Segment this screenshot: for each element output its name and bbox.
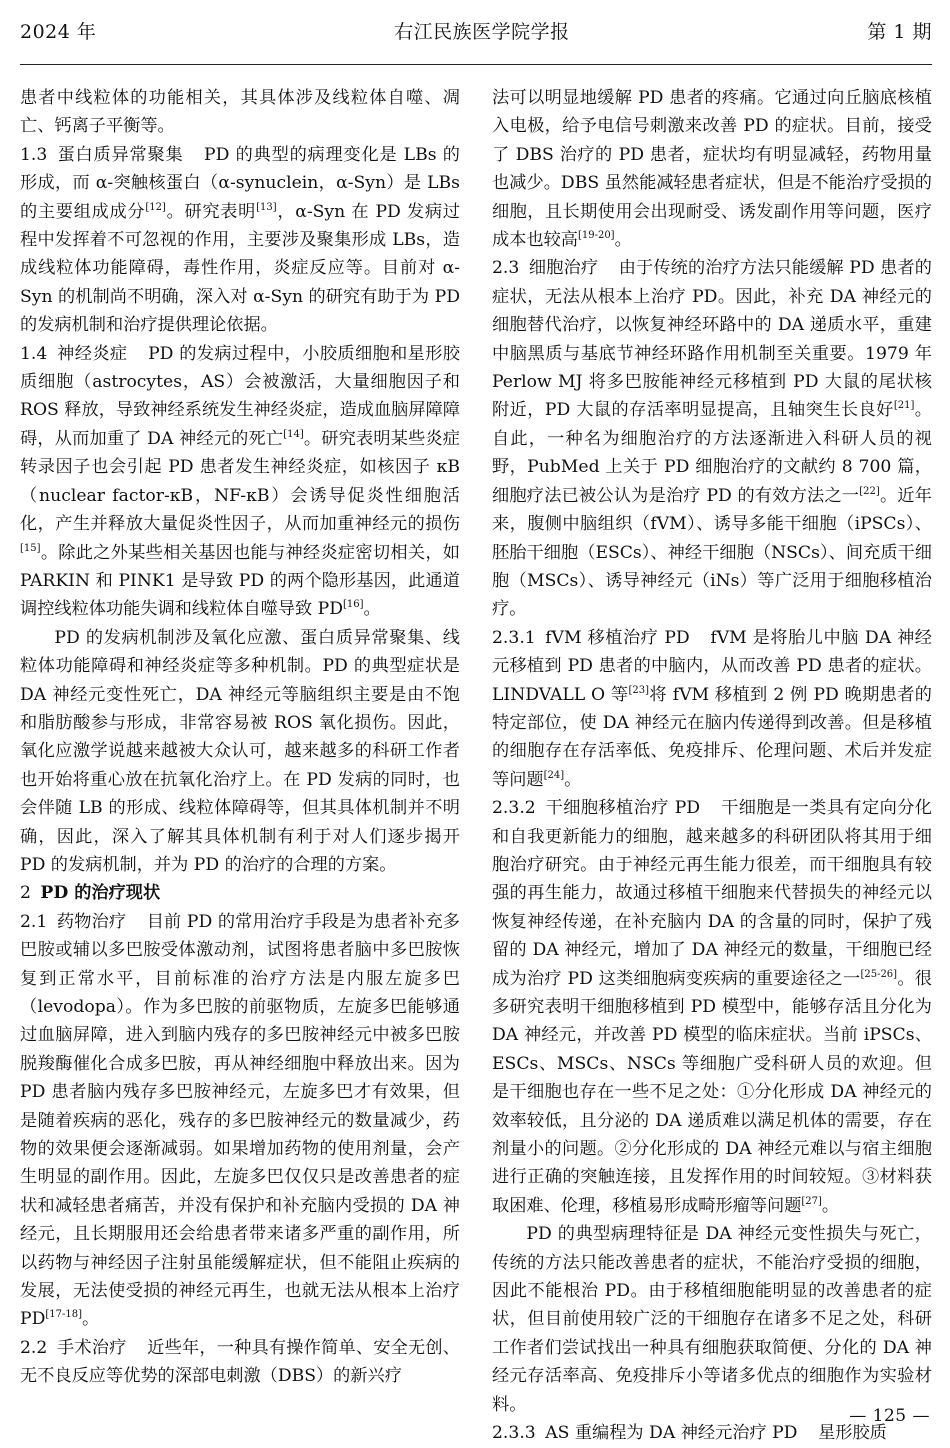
section-title: 手术治疗 [56, 1337, 127, 1358]
body-text: 由于传统的治疗方法只能缓解 PD 患者的症状，无法从根本上治疗 PD。因此，补充 DA 神经元的细胞替代治疗，以恢复神经环路中的 DA 递质水平，重建中脑黑质与基底节神经环路作用机制至关重要。1979 年 Perlow MJ 将多巴胺能神经元移植到 PD 大鼠的尾状核附近，PD 大鼠的存活率明显提高，且轴突生长良好 [492, 258, 932, 421]
body-text: 。研究表明 [165, 201, 257, 222]
section-title: 蛋白质异常聚集 [56, 144, 184, 165]
citation: [14] [283, 428, 304, 440]
body-text: 。研究表明某些炎症转录因子也会引起 PD 患者发生神经炎症，如核因子 κB（nuclear factor-κB，NF-κB）会诱导促炎性细胞活化，产生并释放大量促炎性因子，从而加重神经元的损伤 [20, 428, 460, 535]
body-text: ，α-Syn 在 PD 发病过程中发挥着不可忽视的作用，主要涉及聚集形成 LBs，造成线粒体功能障碍，毒性作用，炎症反应等。目前对 α-Syn 的机制尚不明确，深入对 α-Syn 的研究有助于为 PD 的发病机制和治疗提供理论依据。 [20, 201, 460, 336]
section-2-3-2 [492, 794, 932, 1220]
section-number: 2.3.3 [492, 1423, 536, 1444]
section-title: 药物治疗 [56, 911, 127, 932]
body-text: 近些年，一种具有操作简单、安全无创、无不良反应等优势的深部电刺激（DBS）的新兴疗 [20, 1337, 460, 1387]
paragraph-cell-therapy-summary: PD 的典型病理特征是 DA 神经元变性损失与死亡，传统的方法只能改善患者的症状，不能治疗受损的细胞，因此不能根治 PD。由于移植细胞能明显的改善患者的症状，但目前使用较广泛的干细胞存在诸多不足之处，科研工作者们尝试找出一种具有细胞获取简便、分化的 DA 神经元存活率高、免疫排斥小等诸多优点的细胞作为实验材料。 [492, 1224, 932, 1415]
section-title: 细胞治疗 [528, 258, 599, 279]
section-number: 1.4 [20, 343, 48, 364]
body-text: 。 [821, 1195, 840, 1216]
paragraph-dbs-continued [492, 84, 932, 254]
body-text: 。 [363, 599, 381, 620]
paragraph-mechanism-summary: PD 的发病机制涉及氧化应激、蛋白质异常聚集、线粒体功能障碍和神经炎症等多种机制。PD 的典型症状是 DA 神经元变性死亡，DA 神经元等脑组织主要是由不饱和脂肪酸参与形成，非常容易被 ROS 氧化损伤。因此，氧化应激学说越来越被大众认可，越来越多的科研工作者也开始将重心放在抗氧化治疗上。在 PD 发病的同时，也会伴随 LB 的形成、线粒体障碍等，但其具体机制并不明确，因此，深入了解其具体机制有利于对人们逐步揭开 PD 的发病机制，并为 PD 的治疗的合理的方案。 [20, 627, 460, 875]
section-number: 2 [20, 883, 31, 904]
section-number: 2.3.2 [492, 798, 536, 819]
left-column [20, 84, 460, 1391]
header-year: 2024 年 [20, 20, 97, 43]
citation: [25-26] [860, 968, 898, 980]
section-number: 2.2 [20, 1337, 48, 1358]
section-1-3 [20, 141, 460, 340]
section-number: 2.3.1 [492, 627, 536, 648]
section-title: AS 重编程为 DA 神经元治疗 PD [545, 1423, 798, 1444]
section-1-4 [20, 340, 460, 624]
section-number: 1.3 [20, 144, 48, 165]
citation: [23] [628, 684, 650, 696]
citation: [24] [543, 769, 565, 781]
citation: [27] [801, 1195, 822, 1207]
body-text: 。 [614, 230, 632, 251]
body-text: 目前 PD 的常用治疗手段是为患者补充多巴胺或辅以多巴胺受体激动剂，试图将患者脑中多巴胺恢复到正常水平，目前标准的治疗方法是内服左旋多巴（levodopa）。作为多巴胺的前驱物质，左旋多巴能够通过血脑屏障，进入到脑内残存的多巴胺神经元中被多巴胺脱羧酶催化合成多巴胺，再从神经细胞中释放出来。因为 PD 患者脑内残存多巴胺神经元，左旋多巴才有效果，但是随着疾病的恶化，残存的多巴胺神经元的数量减少，药物的效果便会逐渐减弱。如果增加药物的使用剂量，会产生明显的副作用。因此，左旋多巴仅仅只是改善患者的症状和减轻患者痛苦，并没有保护和补充脑内受损的 DA 神经元，且长期服用还会给患者带来诸多严重的副作用，所以药物与神经因子注射虽能缓解症状，但不能阻止疾病的发展，无法使受损的神经元再生，也就无法从根本上治疗 PD [20, 911, 460, 1330]
citation: [17-18] [45, 1309, 82, 1321]
citation: [21] [893, 400, 915, 412]
citation: [13] [256, 201, 277, 213]
citation: [12] [145, 201, 166, 213]
citation: [15] [20, 542, 41, 554]
section-number: 2.3 [492, 258, 520, 279]
section-title: PD 的治疗现状 [40, 883, 161, 904]
section-2-3 [492, 254, 932, 623]
body-text: fVM 是将胎儿中脑 DA 神经元移植到 PD 患者的中脑内，从而改善 PD 患者的症状。LINDVALL O 等 [492, 627, 932, 705]
page-number: — 125 — [849, 1406, 930, 1426]
section-2-heading [20, 879, 460, 907]
citation: [19-20] [577, 230, 615, 242]
header-divider [20, 64, 932, 65]
body-text: 。 [564, 769, 582, 790]
paragraph-mitochondria-end: 患者中线粒体的功能相关，其具体涉及线粒体自噬、凋亡、钙离子平衡等。 [20, 88, 460, 137]
citation: [16] [343, 599, 364, 611]
section-2-3-1 [492, 624, 932, 794]
section-title: 神经炎症 [56, 343, 128, 364]
body-text: PD 的发病过程中，小胶质细胞和星形胶质细胞（astrocytes，AS）会被激活，大量细胞因子和 ROS 释放，导致神经系统发生神经炎症，造成血脑屏障障碍，从而加重了 DA 神经元的死亡 [20, 343, 460, 449]
body-text: 法可以明显地缓解 PD 患者的疼痛。它通过向丘脑底核植入电极，给予电信号刺激来改善 PD 的症状。目前，接受了 DBS 治疗的 PD 患者，症状均有明显减轻，药物用量也减少。DBS 虽然能减轻患者症状，但是不能治疗受损的细胞，且长期使用会出现耐受、诱发副作用等问题，医疗成本也较高 [492, 88, 932, 251]
body-text: 干细胞是一类具有定向分化和自我更新能力的细胞，越来越多的科研团队将其用于细胞治疗研究。由于神经元再生能力很差，而干细胞具有较强的再生能力，故通过移植干细胞来代替损失的神经元以恢复神经传递，在补充脑内 DA 的含量的同时，保护了残留的 DA 神经元，增加了 DA 神经元的数量，干细胞已经成为治疗 PD 这类细胞病变疾病的重要途径之一 [492, 798, 932, 989]
section-2-2 [20, 1334, 460, 1391]
body-text: PD 的典型的病理变化是 LBs 的形成，而 α-突触核蛋白（α-synuclein，α-Syn）是 LBs 的主要组成成分 [20, 144, 460, 222]
body-text: 将 fVM 移植到 2 例 PD 晚期患者的特定部位，使 DA 神经元在脑内传递得到改善。但是移植的细胞存在存活率低、免疫排斥、伦理问题、术后并发症等问题 [492, 684, 932, 790]
body-text: 。自此，一种名为细胞治疗的方法逐渐进入科研人员的视野，PubMed 上关于 PD 细胞治疗的文献约 8 700 篇，细胞疗法已被公认为是治疗 PD 的有效方法之一 [492, 400, 932, 506]
right-column [492, 84, 932, 1448]
section-title: 干细胞移植治疗 PD [545, 798, 701, 819]
body-text: 。 [82, 1309, 100, 1330]
header-issue: 第 1 期 [867, 20, 932, 43]
section-2-1 [20, 908, 460, 1334]
body-text: 。近年来，腹侧中脑组织（fVM）、诱导多能干细胞（iPSCs）、胚胎干细胞（ESCs）、神经干细胞（NSCs）、间充质干细胞（MSCs）、诱导神经元（iNs）等广泛用于细胞移植治疗。 [492, 485, 932, 620]
section-number: 2.1 [20, 911, 48, 932]
body-text: 。很多研究表明干细胞移植到 PD 模型中，能够存活且分化为 DA 神经元，并改善 PD 模型的临床症状。当前 iPSCs、ESCs、MSCs、NSCs 等细胞广受科研人员的欢迎。但是干细胞也存在一些不足之处：①分化形成 DA 神经元的效率较低，且分泌的 DA 递质难以满足机体的需要，存在剂量小的问题。②分化形成的 DA 神经元难以与宿主细胞进行正确的突触连接，且发挥作用的时间较短。③材料获取困难、伦理，移植易形成畸形瘤等问题 [492, 968, 932, 1216]
header-journal-title: 右江民族医学院学报 [394, 20, 570, 43]
body-text: 。除此之外某些相关基因也能与神经炎症密切相关，如 PARKIN 和 PINK1 是导致 PD 的两个隐形基因，此通道调控线粒体功能失调和线粒体自噬导致 PD [20, 542, 460, 620]
body-text: 星形胶质 [818, 1423, 887, 1444]
section-title: fVM 移植治疗 PD [545, 627, 690, 648]
citation: [22] [859, 485, 880, 497]
running-header [20, 8, 932, 52]
